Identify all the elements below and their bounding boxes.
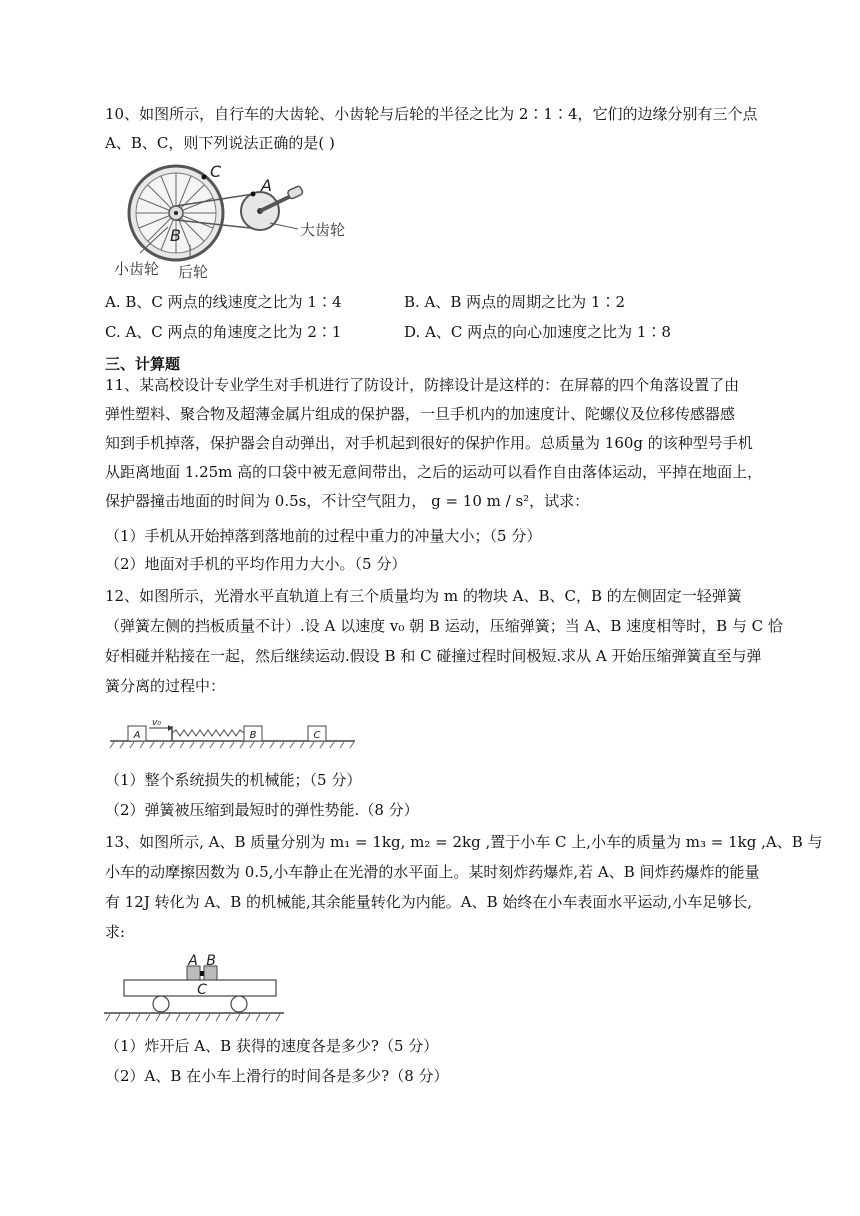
point-b-label: B	[170, 226, 181, 245]
q10-option-c: C. A、C 两点的角速度之比为 2∶1	[105, 323, 342, 341]
q13-line-1: 13、如图所示, A、B 质量分别为 m₁ = 1kg, m₂ = 2kg ,置于小车 C 上,小车的质量为 m₃ = 1kg ,A、B 与	[105, 833, 823, 851]
block-a-label: A	[133, 730, 141, 741]
block-b-label: B	[249, 730, 257, 741]
q12-line-2: （弹簧左侧的挡板质量不计）.设 A 以速度 v₀ 朝 B 运动，压缩弹簧；当 A、B 速度相等时，B 与 C 恰	[105, 617, 783, 635]
q12-line-1: 12、如图所示，光滑水平直轨道上有三个质量均为 m 的物块 A、B、C，B 的左侧固定一轻弹簧	[105, 587, 742, 605]
q10-line-1: 10、如图所示，自行车的大齿轮、小齿轮与后轮的半径之比为 2∶1∶4，它们的边缘分别有三个点	[105, 105, 758, 123]
q10-option-a: A. B、C 两点的线速度之比为 1∶4	[105, 293, 342, 311]
q11-sub-2: （2）地面对手机的平均作用力大小。（5 分）	[105, 555, 407, 573]
point-a-label: A	[261, 176, 272, 195]
point-c-label: C	[210, 162, 222, 181]
q13-sub-1: （1）炸开后 A、B 获得的速度各是多少?（5 分）	[105, 1037, 439, 1055]
q11-line-2: 弹性塑料、聚合物及超薄金属片组成的保护器，一旦手机内的加速度计、陀螺仪及位移传感器感	[105, 405, 736, 423]
q11-line-3: 知到手机掉落，保护器会自动弹出，对手机起到很好的保护作用。总质量为 160g 的该种型号手机	[105, 434, 753, 452]
blocks-spring-figure	[110, 715, 355, 750]
rear-wheel-label: 后轮	[178, 263, 209, 281]
bicycle-gear-figure	[110, 162, 370, 285]
block-c-label: C	[313, 730, 321, 741]
big-gear-label: 大齿轮	[300, 221, 346, 239]
q10-option-b: B. A、B 两点的周期之比为 1∶2	[404, 293, 626, 311]
q13-sub-2: （2）A、B 在小车上滑行的时间各是多少?（8 分）	[105, 1067, 449, 1085]
q12-line-4: 簧分离的过程中：	[105, 677, 226, 695]
q11-sub-1: （1）手机从开始掉落到落地前的过程中重力的冲量大小；（5 分）	[105, 527, 542, 545]
cart-figure	[104, 952, 284, 1024]
q13-line-4: 求:	[105, 923, 126, 941]
q10-option-d: D. A、C 两点的向心加速度之比为 1∶8	[404, 323, 671, 341]
cart-a-label: A	[188, 953, 198, 969]
q11-line-4: 从距离地面 1.25m 高的口袋中被无意间带出，之后的运动可以看作自由落体运动，平掉在地面上，	[105, 463, 763, 481]
q12-sub-1: （1）整个系统损失的机械能；（5 分）	[105, 771, 362, 789]
q12-line-3: 好相碰并粘接在一起，然后继续运动.假设 B 和 C 碰撞过程时间极短.求从 A 开始压缩弹簧直至与弹	[105, 647, 762, 665]
q10-line-2: A、B、C，则下列说法正确的是( )	[105, 134, 335, 152]
velocity-label: v₀	[152, 718, 161, 728]
q11-line-1: 11、某高校设计专业学生对手机进行了防设计，防摔设计是这样的：在屏幕的四个角落设置了由	[105, 376, 740, 394]
section-title: 三、计算题	[105, 355, 181, 373]
q13-line-2: 小车的动摩擦因数为 0.5,小车静止在光滑的水平面上。某时刻炸药爆炸,若 A、B 间炸药爆炸的能量	[105, 863, 760, 881]
q12-sub-2: （2）弹簧被压缩到最短时的弹性势能.（8 分）	[105, 801, 419, 819]
cart-c-label: C	[197, 982, 207, 998]
cart-b-label: B	[206, 953, 216, 969]
q11-line-5: 保护器撞击地面的时间为 0.5s，不计空气阻力， g = 10 m / s²，试求：	[105, 492, 590, 510]
small-gear-label: 小齿轮	[114, 260, 160, 278]
q13-line-3: 有 12J 转化为 A、B 的机械能,其余能量转化为内能。A、B 始终在小车表面水平运动,小车足够长,	[105, 893, 752, 911]
